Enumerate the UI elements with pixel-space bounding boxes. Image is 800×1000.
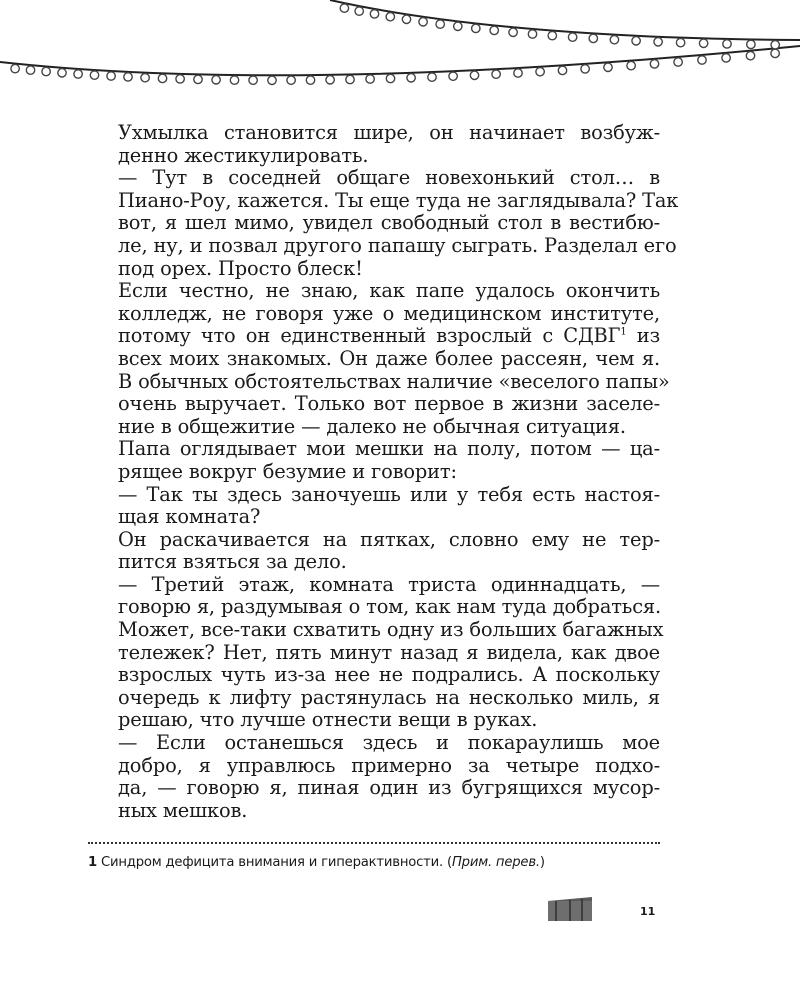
light-bulb (158, 74, 166, 82)
text-line: да, — говорю я, пиная один из бугрящихся мусор- (118, 776, 660, 800)
light-bulb (698, 56, 706, 64)
text-line: — Тут в соседней общаге новехонький стол… в (118, 166, 660, 190)
light-bulb (287, 76, 295, 84)
light-bulb (536, 68, 544, 76)
text-line: Ухмылка становится шире, он начинает возбуж- (118, 121, 660, 144)
light-bulb (124, 73, 132, 81)
light-bulb (492, 70, 500, 78)
light-bulb (548, 31, 556, 39)
text-line: Пиано-Роу, кажется. Ты еще туда не заглядывала? Так (118, 188, 679, 212)
text-line: ле, ну, и позвал другого папашу сыграть. Разделал его (118, 233, 677, 257)
light-bulb (454, 22, 462, 30)
light-bulb (676, 38, 684, 46)
light-bulb (632, 37, 640, 45)
light-bulb (141, 74, 149, 82)
text-line: взрослых чуть из-за нее не подрались. А поскольку (118, 663, 660, 687)
light-bulb (326, 76, 334, 84)
paragraph (88, 529, 660, 574)
string-lights-decoration (0, 0, 800, 110)
light-bulb (340, 4, 348, 12)
light-bulb (306, 76, 314, 84)
text-line: В обычных обстоятельствах наличие «веселого папы» (118, 369, 670, 393)
text-line: пится взяться за дело. (118, 550, 347, 574)
text-line: ние в общежитие — далеко не обычная ситуация. (118, 414, 626, 438)
light-bulb (194, 75, 202, 83)
light-bulb (650, 60, 658, 68)
text-line-start: потому что он единственный взрослый с СДВГ (118, 324, 621, 348)
light-bulb (249, 76, 257, 84)
footnote (88, 855, 688, 870)
text-line (88, 325, 660, 348)
text-line: говорю я, раздумывая о том, как нам туда добраться. (118, 595, 662, 619)
paragraph (88, 438, 660, 483)
light-bulb (654, 38, 662, 46)
text-line: всех моих знакомых. Он даже более рассеян, чем я. (118, 346, 660, 370)
paragraph (88, 484, 660, 529)
paragraph (88, 279, 670, 438)
light-bulb (366, 75, 374, 83)
text-line: рящее вокруг безумие и говорит: (118, 459, 457, 483)
light-bulb (107, 72, 115, 80)
text-line: ных мешков. (118, 798, 248, 822)
light-bulb (58, 69, 66, 77)
light-bulb (268, 76, 276, 84)
light-bulb (212, 76, 220, 84)
light-bulb (771, 49, 779, 57)
light-bulb (581, 65, 589, 73)
light-bulb (722, 54, 730, 62)
paragraph (88, 122, 660, 167)
text-line: Может, все-таки схватить одну из больших багажных (118, 618, 664, 642)
light-bulb (386, 74, 394, 82)
light-bulb (723, 40, 731, 48)
light-bulb (699, 39, 707, 47)
light-bulb (674, 58, 682, 66)
text-line: — Третий этаж, комната триста одиннадцать, — (118, 572, 660, 596)
light-bulb (514, 69, 522, 77)
light-bulb (436, 20, 444, 28)
light-bulb (346, 75, 354, 83)
light-string-upper (330, 0, 800, 40)
light-bulb (370, 10, 378, 18)
text-line: добро, я управлюсь примерно за четыре подхо- (118, 753, 660, 777)
body-text (88, 121, 679, 822)
text-line: тележек? Нет, пять минут назад я видела, как двое (118, 640, 660, 664)
light-bulb (472, 24, 480, 32)
text-line: — Так ты здесь заночуешь или у тебя есть настоя- (118, 482, 660, 506)
light-bulb (490, 26, 498, 34)
text-line: денно жестикулировать. (118, 143, 369, 167)
light-bulb (176, 75, 184, 83)
light-bulb (90, 71, 98, 79)
light-bulb (355, 7, 363, 15)
paragraph (88, 166, 679, 280)
light-bulb (746, 52, 754, 60)
text-line-end: из (626, 324, 660, 348)
paragraph (88, 732, 660, 822)
page-number: 11 (640, 905, 656, 918)
text-line: очередь к лифту растянулась на несколько миль, я (118, 685, 660, 709)
light-bulb (386, 13, 394, 21)
light-bulb (407, 74, 415, 82)
text-line: — Если останешься здесь и покараулишь мое (118, 731, 660, 755)
text-line: очень выручает. Только вот первое в жизни заселе- (118, 392, 660, 416)
light-bulb (449, 72, 457, 80)
text-line: Папа оглядывает мои мешки на полу, потом — ца- (118, 437, 660, 461)
footnote-divider (88, 842, 660, 844)
text-line: решаю, что лучше отнести вещи в руках. (118, 708, 538, 732)
text-line: Если честно, не знаю, как папе удалось окончить (118, 279, 660, 303)
book-stack-icon (546, 895, 594, 923)
light-bulb (402, 15, 410, 23)
light-bulb (558, 66, 566, 74)
light-bulb (428, 73, 436, 81)
light-bulb (747, 40, 755, 48)
light-bulb (42, 67, 50, 75)
light-bulb (568, 33, 576, 41)
light-bulb (74, 70, 82, 78)
footnote-text: Синдром дефицита внимания и гиперактивности. ( (100, 855, 452, 870)
light-bulb (604, 63, 612, 71)
text-line: Он раскачивается на пятках, словно ему не тер- (118, 527, 660, 551)
light-bulb (610, 36, 618, 44)
text-line: щая комната? (118, 505, 261, 529)
light-bulb (26, 66, 34, 74)
paragraph (88, 572, 664, 732)
light-bulb (528, 30, 536, 38)
light-bulb (419, 18, 427, 26)
light-bulb (627, 61, 635, 69)
footnote-close: ) (539, 855, 545, 870)
text-line: колледж, не говоря уже о медицинском институте, (118, 301, 660, 325)
light-bulb (470, 71, 478, 79)
light-bulb (589, 34, 597, 42)
footnote-translator-note: Прим. перев. (451, 855, 540, 870)
light-bulb (509, 28, 517, 36)
text-line: вот, я шел мимо, увидел свободный стол в вестибю- (118, 211, 660, 235)
text-line: под орех. Просто блеск! (118, 256, 363, 280)
light-bulb (230, 76, 238, 84)
light-bulb (11, 64, 19, 72)
footnote-number: 1 (88, 855, 97, 870)
light-bulb (771, 41, 779, 49)
footnote-reference[interactable]: 1 (620, 326, 627, 338)
